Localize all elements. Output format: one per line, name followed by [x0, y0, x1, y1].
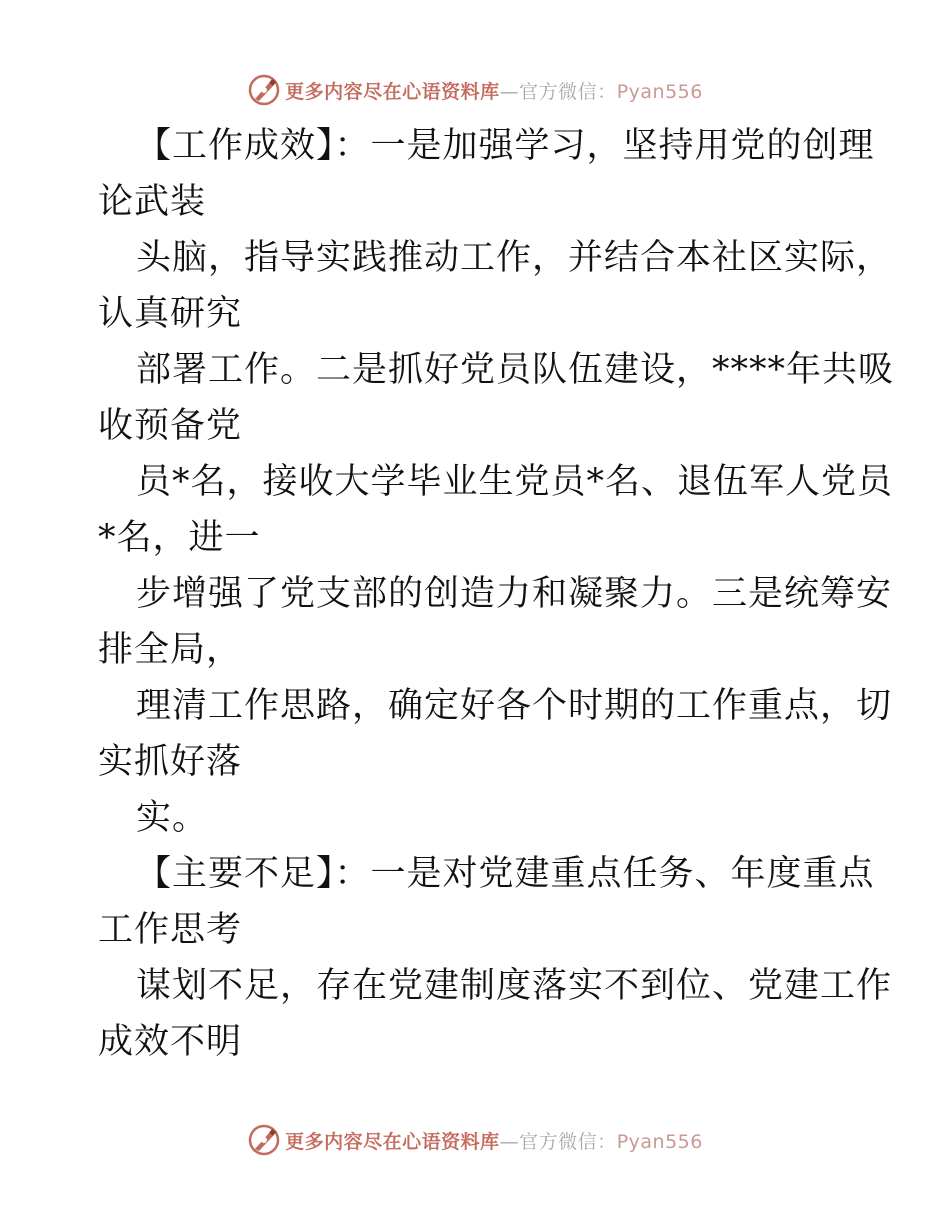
text-line: 头脑，指导实践推动工作，并结合本社区实际， [136, 238, 893, 278]
document-body [98, 118, 895, 1070]
watermark-official: 官方微信： [519, 80, 617, 103]
watermark-wechat-id: Pyan556 [616, 80, 703, 103]
watermark-dash: — [499, 1130, 520, 1153]
watermark-text [285, 77, 703, 104]
text-line: 实抓好落 [98, 742, 243, 782]
text-line: 【主要不足】：一是对党建重点任务、年度重点 [136, 854, 875, 894]
watermark-header [0, 70, 950, 110]
text-line: 谋划不足，存在党建制度落实不到位、党建工作 [136, 966, 893, 1006]
text-line: 部署工作。二是抓好党员队伍建设，****年共吸 [136, 350, 895, 390]
text-line: 论武装 [98, 182, 207, 222]
watermark-wechat-id: Pyan556 [616, 1130, 703, 1153]
text-line: *名，进一 [98, 518, 261, 558]
text-line: 收预备党 [98, 406, 243, 446]
watermark-official: 官方微信： [519, 1130, 617, 1153]
pen-logo-icon [247, 1123, 281, 1157]
text-line: 员*名，接收大学毕业生党员*名、退伍军人党员 [136, 462, 894, 502]
watermark-brand: 更多内容尽在心语资料库 [285, 1130, 500, 1153]
watermark-footer [0, 1120, 950, 1160]
text-line: 【工作成效】：一是加强学习，坚持用党的创理 [136, 126, 875, 166]
watermark-text [285, 1127, 703, 1154]
text-line: 成效不明 [98, 1022, 243, 1062]
text-line: 认真研究 [98, 294, 243, 334]
pen-logo-icon [247, 73, 281, 107]
watermark-dash: — [499, 80, 520, 103]
watermark-brand: 更多内容尽在心语资料库 [285, 80, 500, 103]
text-line: 工作思考 [98, 910, 243, 950]
text-line: 排全局， [98, 630, 243, 670]
text-line: 实。 [136, 798, 209, 838]
text-line: 理清工作思路，确定好各个时期的工作重点，切 [136, 686, 893, 726]
text-line: 步增强了党支部的创造力和凝聚力。三是统筹安 [136, 574, 893, 614]
